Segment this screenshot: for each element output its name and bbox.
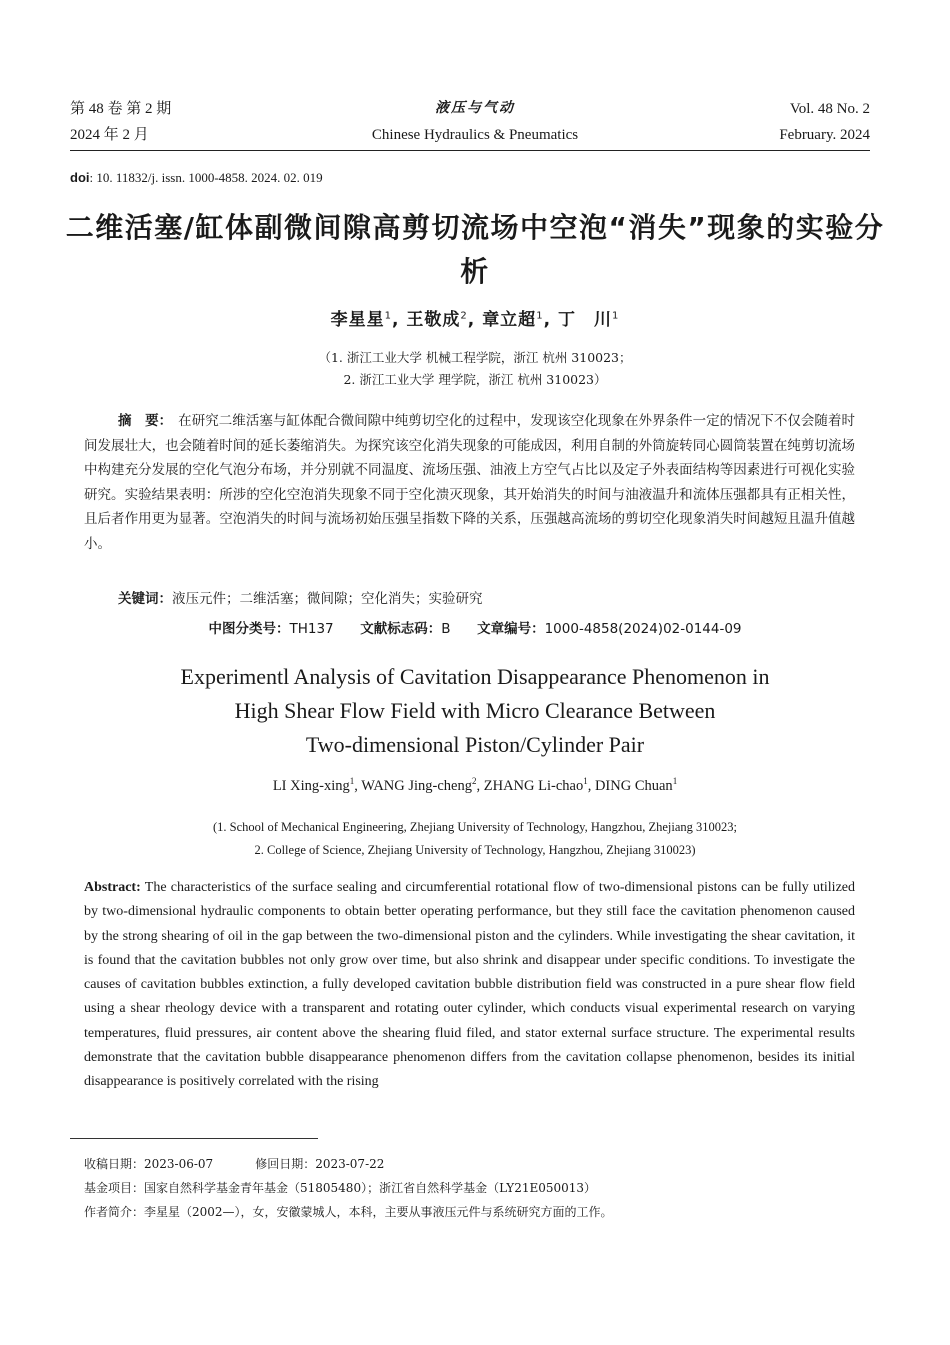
affiliation-en: (1. School of Mechanical Engineering, Zhejiang University of Technology, Hangzhou, Zhejiang 310023; <box>213 820 737 834</box>
affiliation-cn: 2. 浙江工业大学 理学院，浙江 杭州 310023） <box>343 372 607 387</box>
author-aff-mark: 1 <box>672 776 678 786</box>
journal-name-en: Chinese Hydraulics & Pneumatics <box>371 127 579 143</box>
author-aff-mark: 1 <box>384 310 393 322</box>
author-aff-mark: 1 <box>583 776 588 786</box>
footnotes <box>84 1152 860 1224</box>
volume-issue-cn: 第 48 卷 第 2 期 <box>70 101 172 117</box>
abstract-en <box>84 876 855 1095</box>
clc-value: TH137 <box>289 621 334 637</box>
classification-line <box>0 617 950 637</box>
dates-line <box>84 1152 860 1176</box>
date-en: February. 2024 <box>779 127 870 143</box>
abstract-cn-text: 在研究二维活塞与缸体配合微间隙中纯剪切空化的过程中，发现该空化现象在外界条件一定的情况下不仅会随着时间发展壮大，也会随着时间的延长萎缩消失。为探究该空化消失现象的可能成因，利用自制的外筒旋转同心圆筒装置在纯剪切流场中构建充分发展的空化气泡分布场，并分别就不同温度、流场压强、油液上方空气占比以及定子外表面结构等因素进行可视化实验研究。实验结果表明：所涉的空化空泡消失现象不同于空化溃灭现象，其开始消失的时间与油液温升和流体压强都具有正相关性，且后者作用更为显著。空泡消失的时间与流场初始压强呈指数下降的关系，压强越高流场的剪切空化现象消失时间越短且温升值越小。 <box>84 413 856 552</box>
author-cn: 章立超 <box>482 310 537 330</box>
doc-code-value: B <box>441 621 451 637</box>
affiliations-cn <box>0 347 950 391</box>
abstract-cn <box>84 409 855 556</box>
clc-label: 中图分类号： <box>208 621 290 637</box>
affiliations-en <box>0 816 950 862</box>
authors-cn: 李星星$^1$, 王敬成$^2$, 章立超$^1$, 丁 川$^1$ <box>330 310 620 330</box>
keywords-cn-text: 液压元件；二维活塞；微间隙；空化消失；实验研究 <box>172 591 483 607</box>
title-en <box>60 660 890 762</box>
header-divider <box>70 150 870 151</box>
title-en-line: Experimentl Analysis of Cavitation Disappearance Phenomenon in <box>180 664 770 689</box>
title-cn: 二维活塞/缸体副微间隙高剪切流场中空泡“消失”现象的实验分析 <box>65 211 885 288</box>
abstract-cn-label: 摘 要： <box>118 413 173 429</box>
fund-line: 基金项目：国家自然科学基金青年基金（51805480）；浙江省自然科学基金（LY21E050013） <box>84 1181 597 1195</box>
article-number-value: 1000-4858(2024)02-0144-09 <box>544 621 742 637</box>
doi-label: doi <box>70 170 90 185</box>
authors-en: LI Xing-xing$^1$, WANG Jing-cheng$^2$, ZHANG Li-chao$^1$, DING Chuan$^1$ <box>272 776 678 794</box>
article-number-label: 文章编号： <box>477 621 545 637</box>
keywords-cn-label: 关键词： <box>118 591 172 607</box>
title-en-line: High Shear Flow Field with Micro Clearance Between <box>234 698 716 723</box>
received-date: 收稿日期：2023-06-07 <box>84 1157 214 1171</box>
author-cn: 丁 川 <box>557 310 612 330</box>
author-aff-mark: 1 <box>536 310 544 322</box>
author-aff-mark: 2 <box>460 310 468 322</box>
author-aff-mark: 1 <box>611 310 620 322</box>
author-en: ZHANG Li-chao <box>483 777 584 794</box>
author-aff-mark: 2 <box>471 776 477 786</box>
date-cn: 2024 年 2 月 <box>70 127 149 143</box>
title-en-line: Two-dimensional Piston/Cylinder Pair <box>305 732 645 757</box>
author-en: DING Chuan <box>594 777 673 794</box>
author-en: LI Xing-xing <box>272 777 350 794</box>
affiliation-en: 2. College of Science, Zhejiang University of Technology, Hangzhou, Zhejiang 310023) <box>254 843 696 857</box>
author-aff-mark: 1 <box>349 776 355 786</box>
doi-line: doi: 10. 11832/j. issn. 1000-4858. 2024. 02. 019 <box>70 170 323 185</box>
author-cn: 王敬成 <box>406 310 461 330</box>
author-cn: 李星星 <box>330 310 385 330</box>
affiliation-cn: （1. 浙江工业大学 机械工程学院，浙江 杭州 310023； <box>318 350 632 365</box>
author-en: WANG Jing-cheng <box>361 777 472 794</box>
keywords-cn <box>118 587 483 607</box>
journal-name-cn: 液压与气动 <box>435 101 515 116</box>
author-bio-line: 作者简介：李星星（2002—），女，安徽蒙城人，本科，主要从事液压元件与系统研究方面的工作。 <box>84 1205 613 1219</box>
header-right <box>779 96 870 148</box>
abstract-en-text: The characteristics of the surface sealing and circumferential rotational flow of two-dimensional pistons can be fully utilized by two-dimensional hydraulic components to obtain better operating performance, but they still face the cavitation phenomenon caused by the strong shearing of oil in the gap between the two-dimensional piston and the cylinders. While investigating the shear cavitation, it is found that the cavitation bubbles not only grow over time, but also shrink and disappear under specific conditions. To investigate the causes of cavitation bubbles extinction, a fully developed cavitation bubble distribution field was constructed in a pure shear flow field using a shear rheology device with a transparent and rotating outer cylinder, which conducts visual experimental research on varying temperatures, fluid pressures, air content above the shearing fluid filed, and stator external surface structure. The experimental results demonstrate that the cavitation bubble disappearance phenomenon differs from the cavitation collapse phenomenon, besides its initial disappearance is positively correlated with the rising <box>84 880 855 1090</box>
volume-issue-en: Vol. 48 No. 2 <box>789 101 870 117</box>
doi-value: 10. 11832/j. issn. 1000-4858. 2024. 02. 019 <box>96 170 323 185</box>
revised-date: 修回日期：2023-07-22 <box>255 1157 385 1171</box>
abstract-en-label: Abstract: <box>84 880 141 895</box>
doc-code-label: 文献标志码： <box>360 621 442 637</box>
footnote-divider <box>70 1138 318 1139</box>
